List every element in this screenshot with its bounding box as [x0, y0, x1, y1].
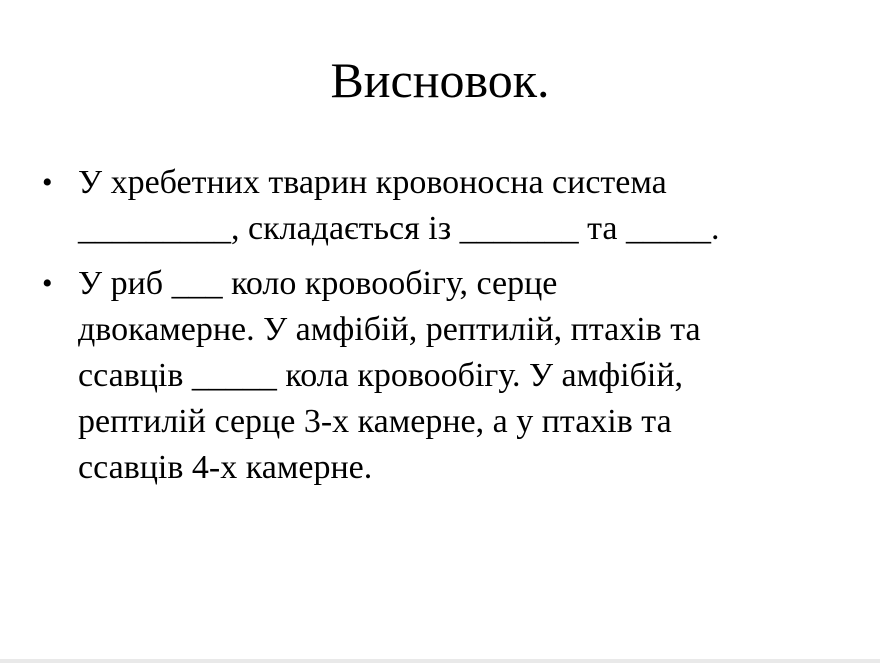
bullet-list — [0, 160, 880, 500]
bullet-2-line-1: У риб ___ коло кровообігу, серце — [78, 265, 558, 302]
slide-title: Висновок. — [330, 52, 550, 108]
bullet-dot-icon: • — [42, 267, 53, 300]
bullet-1-line-2: _________, складається із _______ та _____. — [78, 210, 720, 247]
bullet-2-line-5: ссавців 4-х камерне. — [78, 449, 373, 486]
bullet-item-2 — [0, 261, 880, 491]
bullet-item-1 — [0, 160, 880, 252]
bullet-1-line-1: У хребетних тварин кровоносна система — [78, 164, 667, 201]
bullet-2-line-3: ссавців _____ кола кровообігу. У амфібій, — [78, 357, 684, 394]
bullet-dot-icon: • — [42, 166, 53, 199]
bullet-2-line-4: рептилій серце 3-х камерне, а у птахів та — [78, 403, 672, 440]
bullet-2-line-2: двокамерне. У амфібій, рептилій, птахів та — [78, 311, 701, 348]
